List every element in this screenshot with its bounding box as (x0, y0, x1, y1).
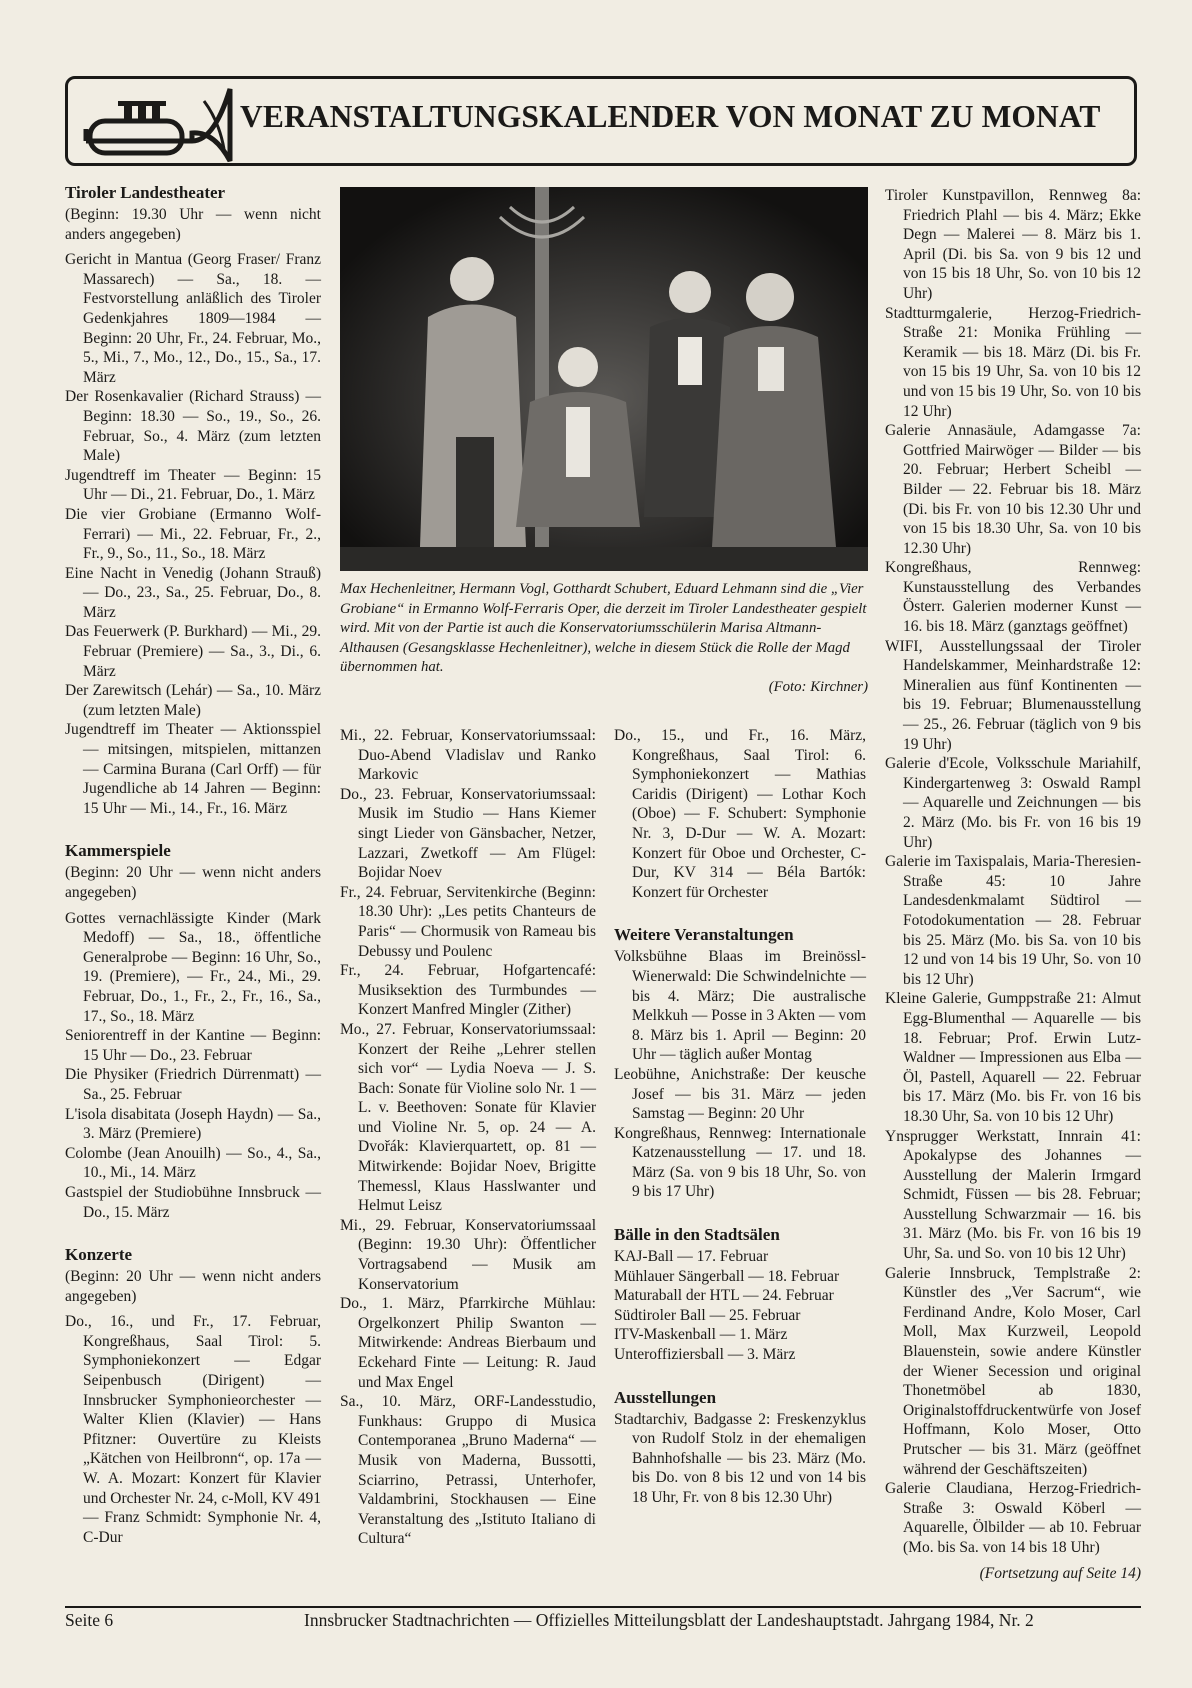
event-entry: Mo., 27. Februar, Konservatoriumssaal: Konzert der Reihe „Lehrer stellen sich vor“ — Lydia Noeva — J. S. Bach: Sonate für Violine solo Nr. 1 — L. v. Beethoven: Sonate für Klavier und Violine Nr. 5, op. 24 — A. Dvořák: Klavierquartett, op. 81 — Mitwirkende: Bojidar Noev, Brigitte Themessl, Klaus Hasslwanter und Helmut Leisz (340, 1020, 596, 1215)
opera-photo-image (340, 187, 868, 571)
heading-baelle: Bälle in den Stadtsälen (614, 1225, 780, 1245)
event-entry: Fr., 24. Februar, Hofgartencafé: Musiksektion des Turmbundes — Konzert Manfred Mingler (Zither) (340, 962, 596, 1019)
publication-line: Innsbrucker Stadtnachrichten — Offizielles Mitteilungsblatt der Landeshauptstadt. Jahrgang 1984, Nr. 2 (304, 1610, 1034, 1630)
kammer-note: (Beginn: 20 Uhr — wenn nicht anders angegeben) (65, 864, 321, 901)
event-entry: L'isola disabitata (Joseph Haydn) — Sa., 3. März (Premiere) (65, 1105, 321, 1143)
column-1 (65, 182, 321, 1547)
ball-entry: ITV-Maskenball — 1. März (614, 1326, 788, 1344)
event-entry: Stadtarchiv, Badgasse 2: Freskenzyklus von Rudolf Stolz in der ehemaligen Bahnhofshalle — bis 23. März (Mo. bis Do. von 8 bis 12 und von 14 bis 18 Uhr, Fr. von 8 bis 12.30 Uhr) (614, 1410, 866, 1506)
event-entry: Eine Nacht in Venedig (Johann Strauß) — Do., 23., Sa., 25. Februar, Do., 8. März (65, 564, 321, 621)
event-entry: WIFI, Ausstellungssaal der Tiroler Handelskammer, Meinhardstraße 12: Mineralien aus fünf Kontinenten — bis 19. Februar; Blumenausstellung — 25., 26. Februar (täglich von 9 bis 19 Uhr) (885, 637, 1141, 753)
masthead (65, 76, 1137, 166)
event-entry: Der Rosenkavalier (Richard Strauss) — Beginn: 18.30 — So., 19., So., 26. Februar, So., 4. März (zum letzten Male) (65, 388, 321, 465)
event-entry: Gottes vernachlässigte Kinder (Mark Medoff) — Sa., 18., öffentliche Generalprobe — Beginn: 16 Uhr, So., 19. (Premiere), — Fr., 24., Mi., 29. Februar, Do., 1., Fr., 2., Fr., 16., Sa., 17., So., 18. März (65, 909, 321, 1025)
event-entry: Volksbühne Blaas im Breinössl-Wienerwald: Die Schwindelnichte — bis 4. März; Die australische Melkkuh — Posse in 3 Akten — vom 8. März bis 1. April — Beginn: 20 Uhr — täglich außer Montag (614, 948, 866, 1064)
event-entry: Das Feuerwerk (P. Burkhard) — Mi., 29. Februar (Premiere) — Sa., 3., Di., 6. März (65, 623, 321, 680)
event-entry: Fr., 24. Februar, Servitenkirche (Beginn: 18.30 Uhr): „Les petits Chanteurs de Paris“ — Chormusik von Rameau bis Debussy und Poulenc (340, 883, 596, 960)
event-entry: Mi., 29. Februar, Konservatoriumssaal (Beginn: 19.30 Uhr): Öffentlicher Vortragsabend — Musik am Konservatorium (340, 1216, 596, 1293)
ball-entry: Mühlauer Sängerball — 18. Februar (614, 1267, 840, 1285)
event-entry: Galerie im Taxispalais, Maria-Theresien-Straße 45: 10 Jahre Landesdenkmalamt Südtirol — Fotodokumentation — 28. Februar bis 25. März (Mo. bis Sa. von 10 bis 12 und von 14 bis 19 Uhr, So. von 10 bis 12 Uhr) (885, 853, 1141, 988)
event-entry: Colombe (Jean Anouilh) — So., 4., Sa., 10., Mi., 14. März (65, 1144, 321, 1182)
photo-credit: (Foto: Kirchner) (768, 678, 868, 695)
event-entry: Gericht in Mantua (Georg Fraser/ Franz Massarech) — Sa., 18. — Festvorstellung anläßlich des Tiroler Gedenkjahres 1809—1984 — Beginn: 20 Uhr, Fr., 24. Februar, Mo., 5., Mi., 7., Mo., 12., Do., 15., Sa., 17. März (65, 251, 321, 386)
event-entry: Seniorentreff in der Kantine — Beginn: 15 Uhr — Do., 23. Februar (65, 1027, 321, 1064)
event-entry: Sa., 10. März, ORF-Landesstudio, Funkhaus: Gruppo di Musica Contemporanea „Bruno Maderna“ — Musik von Maderna, Bussotti, Sciarrino, Petrassi, Unterhofer, Valdambrini, Stockhausen — Eine Veranstaltung des „Istituto Italiano di Cultura“ (340, 1393, 596, 1548)
ball-entry: Unteroffiziersball — 3. März (614, 1346, 796, 1364)
event-entry: Kleine Galerie, Gumppstraße 21: Almut Egg-Blumenthal — Aquarelle — bis 18. Februar; Prof. Erwin Lutz-Waldner — Impressionen aus Elba — Öl, Pastell, Aquarell — 22. Februar bis 17. März (Mo. bis Fr. von 16 bis 18.30 Uhr, Sa. von 10 bis 12 Uhr) (885, 990, 1141, 1125)
event-entry: Galerie Innsbruck, Templstraße 2: Künstler des „Ver Sacrum“, wie Ferdinand Andre, Kolo Moser, Carl Moll, Max Kurzweil, Leopold Blauenstein, sowie andere Künstler der Wiener Secession und original Thonetmöbel ab 1830, Originalstoffdruckentwürfe von Josef Hoffmann, Kolo Moser, Otto Prutscher — bis 31. März (geöffnet während der Geschäftszeiten) (885, 1264, 1141, 1478)
heading-kammerspiele: Kammerspiele (65, 841, 171, 861)
event-entry: Do., 15., und Fr., 16. März, Kongreßhaus, Saal Tirol: 6. Symphoniekonzert — Mathias Caridis (Dirigent) — Lothar Koch (Oboe) — F. Schubert: Symphonie Nr. 3, D-Dur — W. A. Mozart: Konzert für Oboe und Orchester, C-Dur, KV 314 — Béla Bartók: Konzert für Orchester (614, 727, 866, 901)
trumpet-icon (74, 81, 234, 163)
event-entry: Stadtturmgalerie, Herzog-Friedrich-Straße 21: Monika Frühling — Keramik — bis 18. März (Di. bis Fr. von 15 bis 19 Uhr, Sa. von 10 bis 12 und von 15 bis 19 Uhr, So. von 10 bis 12 Uhr) (885, 304, 1141, 420)
column-3 (614, 726, 866, 1508)
column-4 (885, 186, 1141, 1583)
event-entry: Mi., 22. Februar, Konservatoriumssaal: Duo-Abend Vladislav und Ranko Markovic (340, 727, 596, 784)
ball-entry: Südtiroler Ball — 25. Februar (614, 1306, 801, 1324)
event-entry: Do., 23. Februar, Konservatoriumssaal: Musik im Studio — Hans Kiemer singt Lieder von Gänsbacher, Netzer, Lazzari, Zwetkoff — Am Flügel: Bojidar Noev (340, 785, 596, 882)
event-entry: Die Physiker (Friedrich Dürrenmatt) — Sa., 25. Februar (65, 1066, 321, 1103)
heading-ausstellungen: Ausstellungen (614, 1387, 717, 1407)
event-entry: Gastspiel der Studiobühne Innsbruck — Do., 15. März (65, 1183, 321, 1221)
heading-konzerte: Konzerte (65, 1245, 133, 1265)
footer-divider (65, 1606, 1141, 1608)
caption-text: Max Hechenleitner, Hermann Vogl, Gotthardt Schubert, Eduard Lehmann sind die „Vier Grobiane“ in Ermanno Wolf-Ferraris Oper, die derzeit im Tiroler Landestheater gespielt wird. Mit von der Partie ist auch die Konservatoriumsschülerin Marisa Altmann-Althausen (Gesangsklasse Hechenleitner), welche in diesem Stück die Rolle der Magd übernommen hat. (340, 581, 867, 675)
heading-tiroler-landestheater: Tiroler Landestheater (65, 183, 226, 202)
heading-weitere-veranstaltungen: Weitere Veranstaltungen (614, 925, 794, 945)
ball-entry: KAJ-Ball — 17. Februar (614, 1248, 769, 1266)
event-entry: Galerie d'Ecole, Volksschule Mariahilf, Kindergartenweg 3: Oswald Rampl — Aquarelle und Zeichnungen — bis 2. März (Mo. bis Fr. von 16 bis 19 Uhr) (885, 755, 1141, 851)
event-entry: Ynsprugger Werkstatt, Innrain 41: Apokalypse des Johannes — Ausstellung der Malerin Irmgard Schmidt, Füssen — bis 28. Februar; Ausstellung Schwarzmair — 16. bis 31. März (Mo. bis Fr. von 16 bis 19 Uhr, Sa. und So. von 10 bis 12 Uhr) (885, 1127, 1141, 1263)
photo-caption (340, 580, 868, 697)
event-entry: Der Zarewitsch (Lehár) — Sa., 10. März (zum letzten Male) (65, 682, 321, 719)
column-2 (340, 726, 596, 1549)
event-entry: Kongreßhaus, Rennweg: Internationale Katzenausstellung — 17. und 18. März (Sa. von 9 bis 18 Uhr, So. von 9 bis 17 Uhr) (614, 1124, 866, 1201)
calendar-title: VERANSTALTUNGSKALENDER VON MONAT ZU MONAT (240, 99, 1101, 134)
event-entry: Die vier Grobiane (Ermanno Wolf-Ferrari) — Mi., 22. Februar, Fr., 2., Fr., 9., So., 11., So., 18. März (65, 505, 321, 563)
event-entry: Do., 16., und Fr., 17. Februar, Kongreßhaus, Saal Tirol: 5. Symphoniekonzert — Edgar Seipenbusch (Dirigent) — Innsbrucker Symphonieorchester — Walter Klien (Klavier) — Hans Pfitzner: Ouvertüre zu Kleists „Kätchen von Heilbronn“, op. 17a — W. A. Mozart: Konzert für Klavier und Orchester Nr. 24, c-Moll, KV 491 — Franz Schmidt: Symphonie Nr. 4, C-Dur (65, 1313, 321, 1546)
event-entry: Leobühne, Anichstraße: Der keusche Josef — bis 31. März — jeden Samstag — Beginn: 20 Uhr (614, 1065, 866, 1123)
ball-entry: Maturaball der HTL — 24. Februar (614, 1287, 834, 1305)
konzerte-note: (Beginn: 20 Uhr — wenn nicht anders angegeben) (65, 1268, 321, 1305)
event-entry: Tiroler Kunstpavillon, Rennweg 8a: Friedrich Plahl — bis 4. März; Ekke Degn — Malerei — 8. März bis 1. April (Di. bis Sa. von 9 bis 12 und von 15 bis 18 Uhr, So. von 10 bis 12 Uhr) (885, 187, 1141, 302)
event-entry: Kongreßhaus, Rennweg: Kunstausstellung des Verbandes Österr. Galerien moderner Kunst — 16. bis 18. März (ganztags geöffnet) (885, 559, 1141, 636)
opera-photo (340, 187, 868, 571)
event-entry: Galerie Claudiana, Herzog-Friedrich-Straße 3: Oswald Köberl — Aquarelle, Ölbilder — ab 10. Februar (Mo. bis Sa. von 14 bis 18 Uhr) (885, 1480, 1141, 1556)
event-entry: Jugendtreff im Theater — Beginn: 15 Uhr — Di., 21. Februar, Do., 1. März (65, 466, 321, 504)
event-entry: Galerie Annasäule, Adamgasse 7a: Gottfried Mairwöger — Bilder — bis 20. Februar; Herbert Scheibl — Bilder — 22. Februar bis 18. März (Di. bis Fr. von 10 bis 12.30 Uhr und von 15 bis 18.30 Uhr, Sa. von 10 bis 12.30 Uhr) (885, 422, 1141, 557)
tiroler-note: (Beginn: 19.30 Uhr — wenn nicht anders angegeben) (65, 206, 321, 243)
continuation-note: (Fortsetzung auf Seite 14) (979, 1564, 1141, 1582)
page-number: Seite 6 (65, 1610, 114, 1630)
event-entry: Do., 1. März, Pfarrkirche Mühlau: Orgelkonzert Philip Swanton — Mitwirkende: Andreas Bierbaum und Eckehard Finte — Leitung: R. Jaud und Max Engel (340, 1295, 596, 1391)
event-entry: Jugendtreff im Theater — Aktionsspiel — mitsingen, mitspielen, mittanzen — Carmina Burana (Carl Orff) — für Jugendliche ab 14 Jahren — Beginn: 15 Uhr — Mi., 14., Fr., 16. März (65, 721, 321, 817)
